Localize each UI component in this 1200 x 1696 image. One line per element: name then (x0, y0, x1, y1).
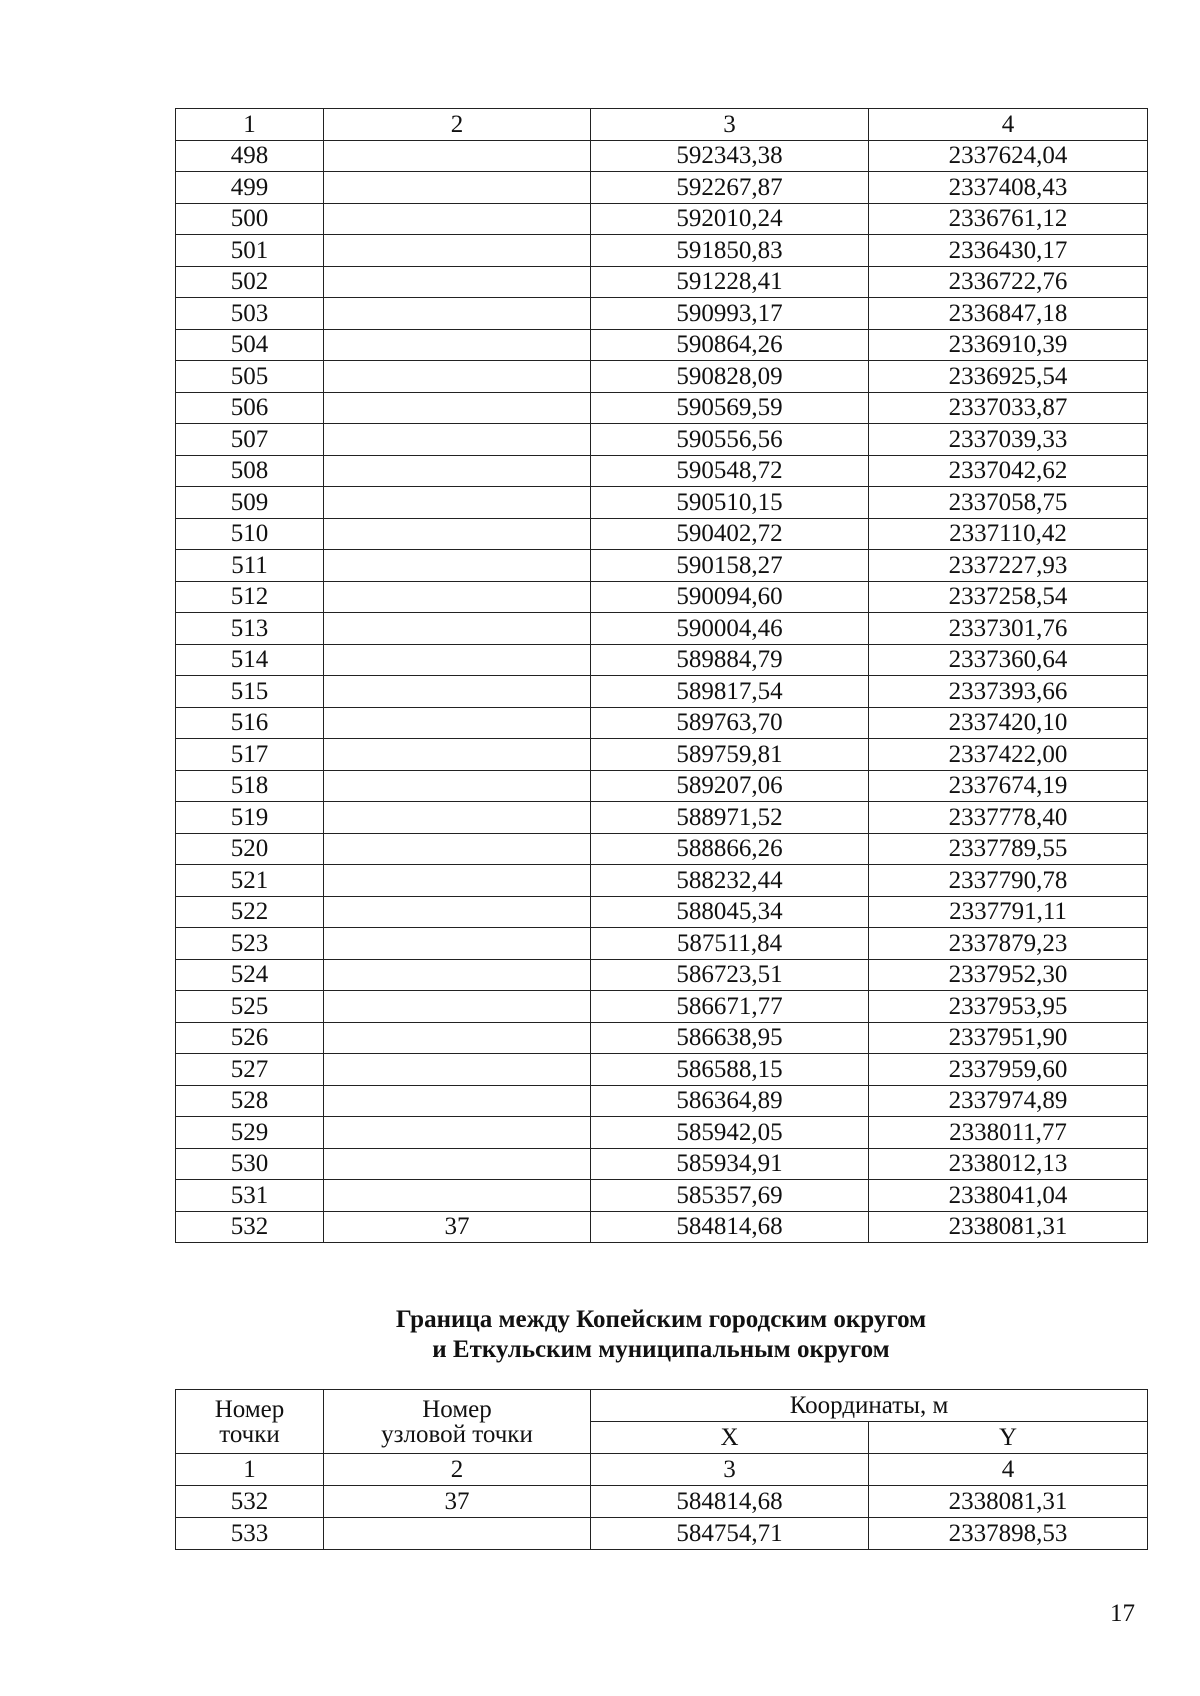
table-cell: 512 (176, 581, 324, 613)
table-cell (324, 676, 591, 708)
table-cell: 528 (176, 1085, 324, 1117)
table-cell: 592267,87 (591, 172, 869, 204)
table-row (176, 1211, 1148, 1243)
header-cell: 1 (176, 109, 324, 141)
table-cell: 525 (176, 991, 324, 1023)
table-cell: 590510,15 (591, 487, 869, 519)
table-cell: 509 (176, 487, 324, 519)
table-cell: 2336910,39 (869, 329, 1148, 361)
table-cell: 521 (176, 865, 324, 897)
table-header-row (176, 1390, 1148, 1422)
table-row (176, 1022, 1148, 1054)
table-cell: 590004,46 (591, 613, 869, 645)
table-cell (324, 392, 591, 424)
table-cell: 2337227,93 (869, 550, 1148, 582)
table-row (176, 550, 1148, 582)
table-cell (324, 613, 591, 645)
table-cell: 501 (176, 235, 324, 267)
table-cell (324, 739, 591, 771)
table-cell (324, 707, 591, 739)
header-cell: 4 (869, 1454, 1148, 1486)
table-cell (324, 1117, 591, 1149)
table-cell: 590828,09 (591, 361, 869, 393)
table-cell: 591850,83 (591, 235, 869, 267)
table-cell: 590556,56 (591, 424, 869, 456)
table-cell: 590094,60 (591, 581, 869, 613)
table-cell: 590569,59 (591, 392, 869, 424)
table-cell: 511 (176, 550, 324, 582)
table-cell: 584814,68 (591, 1486, 869, 1518)
table-row (176, 140, 1148, 172)
table-cell: 2337778,40 (869, 802, 1148, 834)
table-cell (324, 518, 591, 550)
y-header: Y (869, 1422, 1148, 1454)
table-cell: 2338011,77 (869, 1117, 1148, 1149)
table-row (176, 392, 1148, 424)
table-cell: 586588,15 (591, 1054, 869, 1086)
table-cell: 589207,06 (591, 770, 869, 802)
column-number-row (176, 1454, 1148, 1486)
table-cell: 530 (176, 1148, 324, 1180)
table-cell: 37 (324, 1486, 591, 1518)
table-cell: 585934,91 (591, 1148, 869, 1180)
table-cell: 2337420,10 (869, 707, 1148, 739)
table-cell: 590864,26 (591, 329, 869, 361)
table-row (176, 1117, 1148, 1149)
x-header: X (591, 1422, 869, 1454)
table-cell: 529 (176, 1117, 324, 1149)
table-cell (324, 1518, 591, 1550)
table-cell: 585942,05 (591, 1117, 869, 1149)
table-cell: 506 (176, 392, 324, 424)
table-cell: 2337879,23 (869, 928, 1148, 960)
table-cell: 586638,95 (591, 1022, 869, 1054)
table-row (176, 739, 1148, 771)
table-cell: 589759,81 (591, 739, 869, 771)
table-cell: 2337790,78 (869, 865, 1148, 897)
table-cell: 503 (176, 298, 324, 330)
table-cell: 2338081,31 (869, 1211, 1148, 1243)
table-cell (324, 928, 591, 960)
table-row (176, 707, 1148, 739)
table-cell: 522 (176, 896, 324, 928)
table-cell: 589817,54 (591, 676, 869, 708)
table-cell: 590548,72 (591, 455, 869, 487)
table-cell (324, 959, 591, 991)
table-cell: 590993,17 (591, 298, 869, 330)
table-cell (324, 550, 591, 582)
table-row (176, 865, 1148, 897)
table-cell (324, 1054, 591, 1086)
table-cell (324, 991, 591, 1023)
page-number: 17 (1110, 1600, 1135, 1627)
table-row (176, 424, 1148, 456)
table-cell: 2338012,13 (869, 1148, 1148, 1180)
table-cell: 588971,52 (591, 802, 869, 834)
table-row (176, 361, 1148, 393)
table-cell (324, 172, 591, 204)
table-row (176, 896, 1148, 928)
table-cell (324, 203, 591, 235)
table-cell: 592010,24 (591, 203, 869, 235)
table-cell: 531 (176, 1180, 324, 1212)
table-cell: 2337959,60 (869, 1054, 1148, 1086)
coordinates-table (175, 108, 1148, 1243)
table-row (176, 1148, 1148, 1180)
table-cell: 532 (176, 1486, 324, 1518)
table-cell (324, 140, 591, 172)
table-cell: 2336722,76 (869, 266, 1148, 298)
table-cell: 2337039,33 (869, 424, 1148, 456)
table-row (176, 298, 1148, 330)
table-cell: 2337042,62 (869, 455, 1148, 487)
table-cell: 588045,34 (591, 896, 869, 928)
table-cell (324, 487, 591, 519)
table-cell: 523 (176, 928, 324, 960)
table-row (176, 1518, 1148, 1550)
table-cell: 519 (176, 802, 324, 834)
table-row (176, 487, 1148, 519)
table-cell: 520 (176, 833, 324, 865)
table-cell: 2336847,18 (869, 298, 1148, 330)
table-cell: 584754,71 (591, 1518, 869, 1550)
table-cell: 586723,51 (591, 959, 869, 991)
table-cell (324, 896, 591, 928)
table-row (176, 770, 1148, 802)
table-cell (324, 581, 591, 613)
table-cell: 2336761,12 (869, 203, 1148, 235)
table-cell: 532 (176, 1211, 324, 1243)
table-cell: 2337974,89 (869, 1085, 1148, 1117)
table-row (176, 518, 1148, 550)
table-cell: 2337301,76 (869, 613, 1148, 645)
table-cell: 2338081,31 (869, 1486, 1148, 1518)
table-row (176, 644, 1148, 676)
table-cell: 2338041,04 (869, 1180, 1148, 1212)
table-cell: 2337258,54 (869, 581, 1148, 613)
section-heading (175, 1305, 1147, 1365)
table-row (176, 172, 1148, 204)
table-cell: 516 (176, 707, 324, 739)
table-cell: 586364,89 (591, 1085, 869, 1117)
table-cell: 2337952,30 (869, 959, 1148, 991)
table-cell (324, 865, 591, 897)
table-cell: 508 (176, 455, 324, 487)
header-cell: 2 (324, 1454, 591, 1486)
table-cell (324, 424, 591, 456)
table-cell (324, 1180, 591, 1212)
table-cell (324, 235, 591, 267)
table-cell: 2337789,55 (869, 833, 1148, 865)
table-cell (324, 298, 591, 330)
table-cell: 588866,26 (591, 833, 869, 865)
table-cell: 498 (176, 140, 324, 172)
table-cell: 2337360,64 (869, 644, 1148, 676)
table-cell (324, 361, 591, 393)
table-row (176, 833, 1148, 865)
table-cell: 590402,72 (591, 518, 869, 550)
table-cell: 2337674,19 (869, 770, 1148, 802)
table-cell: 505 (176, 361, 324, 393)
table-cell: 518 (176, 770, 324, 802)
table-cell: 2337422,00 (869, 739, 1148, 771)
table-cell: 587511,84 (591, 928, 869, 960)
table-cell (324, 455, 591, 487)
table-cell: 589763,70 (591, 707, 869, 739)
table-cell (324, 1148, 591, 1180)
table-row (176, 1486, 1148, 1518)
header-cell: 1 (176, 1454, 324, 1486)
table-cell: 588232,44 (591, 865, 869, 897)
table-cell: 515 (176, 676, 324, 708)
table-cell (324, 644, 591, 676)
table-cell: 526 (176, 1022, 324, 1054)
table-cell: 517 (176, 739, 324, 771)
table-cell (324, 833, 591, 865)
table-cell: 524 (176, 959, 324, 991)
table-row (176, 802, 1148, 834)
table-row (176, 235, 1148, 267)
table-row (176, 1085, 1148, 1117)
table-cell (324, 1085, 591, 1117)
table-cell: 507 (176, 424, 324, 456)
table-row (176, 455, 1148, 487)
table-cell (324, 329, 591, 361)
boundary-coordinates-table (175, 1389, 1148, 1550)
point-number-header: Номер точки (176, 1390, 324, 1454)
table-cell: 2337951,90 (869, 1022, 1148, 1054)
table-cell (324, 1022, 591, 1054)
coordinates-header: Координаты, м (591, 1390, 1148, 1422)
header-cell: 3 (591, 1454, 869, 1486)
table-cell: 585357,69 (591, 1180, 869, 1212)
table-cell (324, 770, 591, 802)
table-cell: 2336430,17 (869, 235, 1148, 267)
section-heading-line: и Еткульским муниципальным округом (432, 1336, 890, 1363)
table-cell: 591228,41 (591, 266, 869, 298)
table-row (176, 991, 1148, 1023)
table-row (176, 581, 1148, 613)
table-cell: 500 (176, 203, 324, 235)
table-cell: 514 (176, 644, 324, 676)
header-cell: 3 (591, 109, 869, 141)
table-cell: 510 (176, 518, 324, 550)
table-cell: 590158,27 (591, 550, 869, 582)
table-cell: 499 (176, 172, 324, 204)
table-cell: 504 (176, 329, 324, 361)
table-cell: 2336925,54 (869, 361, 1148, 393)
table-cell: 2337033,87 (869, 392, 1148, 424)
table-cell: 37 (324, 1211, 591, 1243)
table-row (176, 676, 1148, 708)
table-cell (324, 802, 591, 834)
table-row (176, 203, 1148, 235)
table-cell: 2337110,42 (869, 518, 1148, 550)
table-cell: 592343,38 (591, 140, 869, 172)
table-row (176, 329, 1148, 361)
table-cell: 527 (176, 1054, 324, 1086)
table-cell: 584814,68 (591, 1211, 869, 1243)
table-cell: 2337898,53 (869, 1518, 1148, 1550)
header-cell: 2 (324, 109, 591, 141)
table-cell (324, 266, 591, 298)
table-row (176, 928, 1148, 960)
table-cell: 2337408,43 (869, 172, 1148, 204)
table-row (176, 1180, 1148, 1212)
table-cell: 2337953,95 (869, 991, 1148, 1023)
table-cell: 502 (176, 266, 324, 298)
table-cell: 586671,77 (591, 991, 869, 1023)
header-cell: 4 (869, 109, 1148, 141)
section-heading-line: Граница между Копейским городским округом (395, 1306, 927, 1333)
table-cell: 2337393,66 (869, 676, 1148, 708)
node-point-number-header: Номер узловой точки (324, 1390, 591, 1454)
table-cell: 2337791,11 (869, 896, 1148, 928)
table-row (176, 613, 1148, 645)
table-cell: 513 (176, 613, 324, 645)
table-row (176, 266, 1148, 298)
table-cell: 2337624,04 (869, 140, 1148, 172)
table-cell: 533 (176, 1518, 324, 1550)
table-cell: 589884,79 (591, 644, 869, 676)
table-cell: 2337058,75 (869, 487, 1148, 519)
table-row (176, 1054, 1148, 1086)
column-number-row (176, 109, 1148, 141)
table-row (176, 959, 1148, 991)
